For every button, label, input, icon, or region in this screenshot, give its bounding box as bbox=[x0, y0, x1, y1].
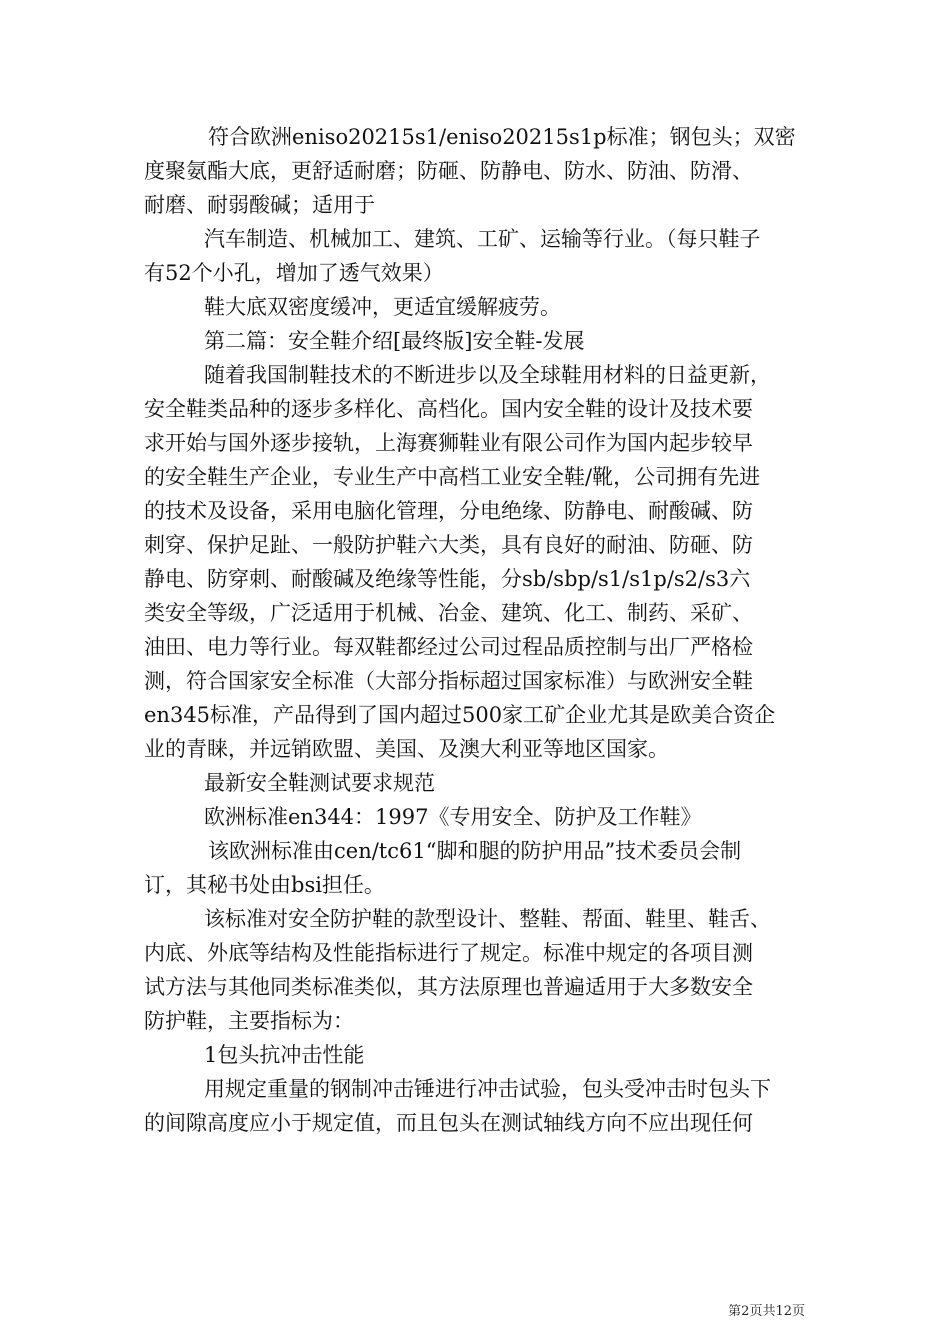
text-line: 用规定重量的钢制冲击锤进行冲击试验，包头受冲击时包头下 bbox=[204, 1077, 771, 1101]
text-line: 的技术及设备，采用电脑化管理，分电绝缘、防静电、耐酸碱、防 bbox=[144, 499, 753, 523]
text-line: 该欧洲标准由cen/tc61“脚和腿的防护用品”技术委员会制 bbox=[208, 839, 742, 863]
text-line: 耐磨、耐弱酸碱；适用于 bbox=[144, 193, 375, 217]
text-line: 测，符合国家安全标准（大部分指标超过国家标准）与欧洲安全鞋 bbox=[144, 669, 753, 693]
text-line: 安全鞋类品种的逐步多样化、高档化。国内安全鞋的设计及技术要 bbox=[144, 397, 753, 421]
text-line: 刺穿、保护足趾、一般防护鞋六大类，具有良好的耐油、防砸、防 bbox=[144, 533, 753, 557]
page-footer bbox=[0, 1300, 950, 1319]
text-line: 随着我国制鞋技术的不断进步以及全球鞋用材料的日益更新， bbox=[204, 363, 771, 387]
text-line: 符合欧洲eniso20215s1/eniso20215s1p标准；钢包头；双密 bbox=[208, 125, 796, 149]
text-line: 欧洲标准en344：1997《专用安全、防护及工作鞋》 bbox=[204, 805, 702, 829]
text-line: 最新安全鞋测试要求规范 bbox=[204, 771, 435, 795]
page-number: 第2页共12页 bbox=[728, 1304, 805, 1319]
text-line: 的安全鞋生产企业，专业生产中高档工业安全鞋/靴，公司拥有先进 bbox=[144, 465, 761, 489]
text-line: 业的青睐，并远销欧盟、美国、及澳大利亚等地区国家。 bbox=[144, 737, 669, 761]
text-line: 的间隙高度应小于规定值，而且包头在测试轴线方向不应出现任何 bbox=[144, 1111, 753, 1135]
text-line: 度聚氨酯大底，更舒适耐磨；防砸、防静电、防水、防油、防滑、 bbox=[144, 159, 753, 183]
text-line: 求开始与国外逐步接轨，上海赛狮鞋业有限公司作为国内起步较早 bbox=[144, 431, 753, 455]
text-line: 试方法与其他同类标准类似，其方法原理也普遍适用于大多数安全 bbox=[144, 975, 753, 999]
text-line: 1包头抗冲击性能 bbox=[204, 1043, 365, 1067]
text-line: 汽车制造、机械加工、建筑、工矿、运输等行业。（每只鞋子 bbox=[204, 227, 761, 251]
text-line: 订，其秘书处由bsi担任。 bbox=[144, 873, 385, 897]
text-line: 类安全等级，广泛适用于机械、冶金、建筑、化工、制药、采矿、 bbox=[144, 601, 753, 625]
text-line: 有52个小孔，增加了透气效果） bbox=[144, 261, 444, 285]
text-line: en345标准，产品得到了国内超过500家工矿企业尤其是欧美合资企 bbox=[144, 703, 776, 727]
text-line: 内底、外底等结构及性能指标进行了规定。标准中规定的各项目测 bbox=[144, 941, 753, 965]
text-line: 第二篇：安全鞋介绍[最终版]安全鞋-发展 bbox=[204, 329, 585, 353]
text-line: 鞋大底双密度缓冲，更适宜缓解疲劳。 bbox=[204, 295, 561, 319]
document-body bbox=[144, 120, 810, 1140]
text-line: 该标准对安全防护鞋的款型设计、整鞋、帮面、鞋里、鞋舌、 bbox=[204, 907, 771, 931]
text-line: 油田、电力等行业。每双鞋都经过公司过程品质控制与出厂严格检 bbox=[144, 635, 753, 659]
text-line: 防护鞋，主要指标为： bbox=[144, 1009, 354, 1033]
text-line: 静电、防穿刺、耐酸碱及绝缘等性能，分sb/sbp/s1/s1p/s2/s3六 bbox=[144, 567, 751, 591]
